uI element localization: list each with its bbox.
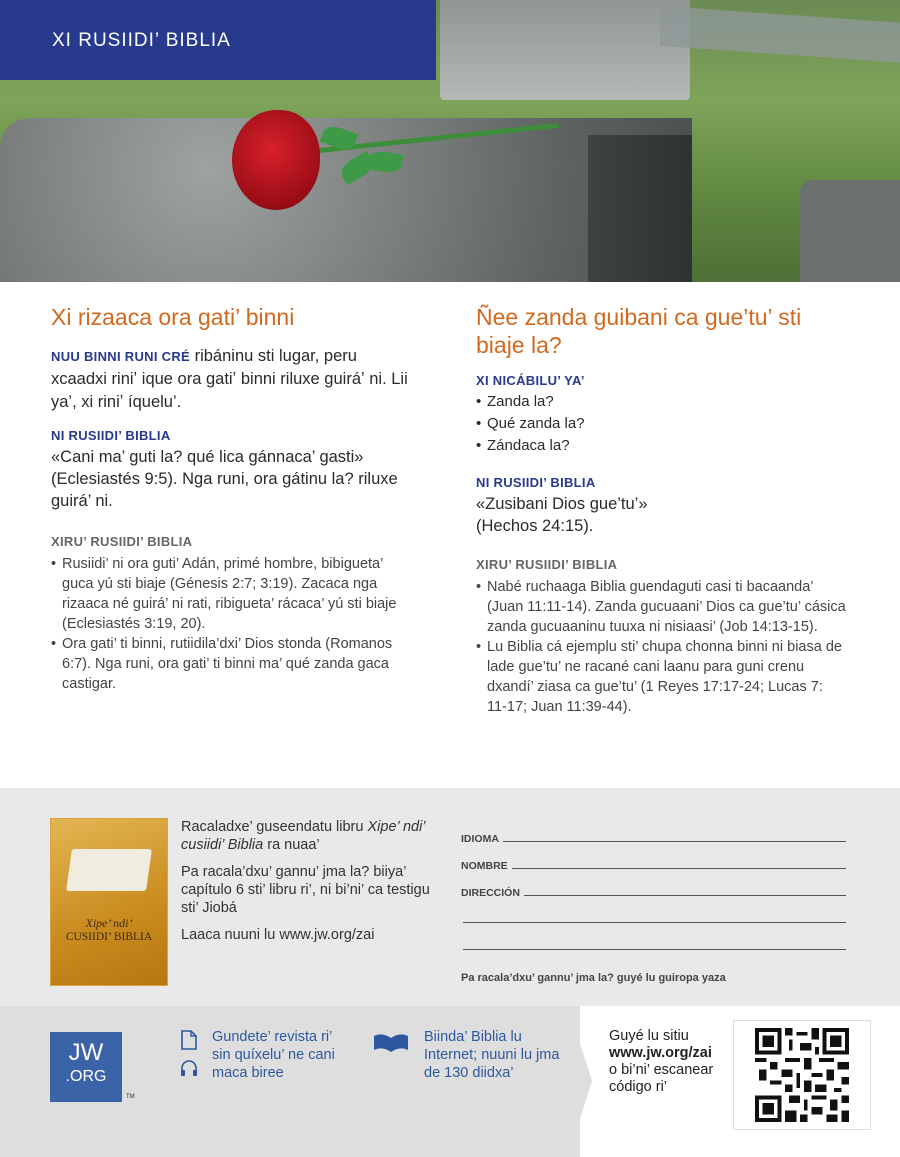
footer (0, 1006, 900, 1157)
page-title: XI RUSIIDI’ BIBLIA (52, 30, 231, 51)
nombre-label: NOMBRE (461, 860, 508, 872)
open-bible-icon (66, 849, 152, 891)
right-heading: Ñee zanda guibani ca gue’tu’ sti biaje la? (476, 304, 802, 358)
nombre-field[interactable] (461, 845, 846, 872)
online-bible-text: Biinda’ Biblia lu Internet; nuuni lu jma de 130 diidxa’ (424, 1029, 560, 1081)
title-bar (0, 0, 436, 80)
left-heading: Xi rizaaca ora gati’ binni (51, 304, 295, 330)
left-lead (51, 345, 411, 414)
left-kicker: NI RUSIIDI’ BIBLIA (51, 428, 171, 443)
direccion-label: DIRECCIÓN (461, 887, 520, 899)
form-fields (461, 818, 846, 953)
list-item: • Zanda la? (476, 391, 846, 413)
site-line-d: código ri’ (609, 1079, 668, 1095)
headphones-icon (179, 1059, 199, 1077)
site-url-text[interactable]: www.jw.org/zai (609, 1045, 712, 1061)
jw-org-logo[interactable] (50, 1032, 122, 1102)
magazine-text: Gundete’ revista ri’ sin quíxelu’ ne cani maca biree (212, 1029, 335, 1081)
list-item: • Qué zanda la? (476, 413, 846, 435)
site-line-c: o bi’ni’ escanear (609, 1062, 714, 1078)
site-line-a: Guyé lu sitiu (609, 1028, 689, 1044)
address-line-3[interactable] (461, 926, 846, 953)
idioma-field[interactable] (461, 818, 846, 845)
headstone-side (588, 135, 692, 282)
right-quote: «Zusibani Dios gue’tu’» (Hechos 24:15). (476, 495, 648, 535)
promo-request-b: ra nuaa’ (263, 837, 320, 853)
rose (232, 110, 320, 210)
address-line-2[interactable] (461, 899, 846, 926)
book-title (51, 917, 167, 944)
book-title-italic: Xipe’ ndi’ (85, 916, 133, 930)
right-teach-kicker: XIRU’ RUSIIDI’ BIBLIA (476, 557, 618, 572)
background-stone (800, 180, 900, 282)
logo-org: .ORG (65, 1068, 107, 1085)
right-column (476, 300, 846, 717)
document-icon (180, 1030, 198, 1050)
website-text (609, 1028, 713, 1096)
promo-chapter: Pa racala’dxu’ gannu’ jma la? biiya’ capítulo 6 sti’ libru ri’, ni bi’ni’ ca testigu sti’ Jiobá (181, 864, 430, 916)
idioma-line[interactable] (503, 841, 846, 842)
blank-line[interactable] (463, 949, 846, 950)
list-item: • Nabé ruchaaga Biblia guendaguti casi ti bacaanda’ (Juan 11:11-14). Zanda gucuaani’ Dios ca gue’tu’ cásica zanda gucuaaninu tuuxa ni nisiaasi’ (Job 14:13-15). (476, 577, 846, 637)
left-quote: «Cani ma’ guti la? qué lica gánnaca’ gasti» (Eclesiastés 9:5). Nga runi, ora gátinu la? riluxe guirá’ ni. (51, 448, 398, 510)
right-teach-list (476, 577, 846, 717)
promo-request-a: Racaladxe’ guseendatu libru (181, 819, 368, 835)
nombre-line[interactable] (512, 868, 846, 869)
list-item: • Rusiidi’ ni ora guti’ Adán, primé hombre, bibigueta’ guca yú sti biaje (Génesis 2:7; 3:19). Zacaca nga rizaaca né guirá’ ni rati, ribigueta’ rácaca’ yú sti biaje (Eclesiastés 3:19, 20). (51, 554, 411, 634)
book-title-main: CUSIIDI’ BIBLIA (65, 931, 153, 943)
open-book-icon (372, 1030, 410, 1054)
left-teach-list (51, 554, 411, 694)
idioma-label: IDIOMA (461, 833, 499, 845)
left-teach-kicker: XIRU’ RUSIIDI’ BIBLIA (51, 534, 193, 549)
lead-text: ribáninu sti lugar, peru xcaadxi riniʼ ique ora gatiʼ binni riluxe guiráʼ ni. Lii ya’, xi riniʼ íquelu’. (51, 347, 408, 411)
logo-jw: JW (68, 1039, 104, 1066)
right-kicker-questions: XI NICÁBILU’ YA’ (476, 373, 585, 388)
list-item: • Zándaca la? (476, 435, 846, 457)
form-note: Pa racala’dxu’ gannu’ jma la? guyé lu guiropa yaza (461, 972, 726, 984)
list-item: • Lu Biblia cá ejemplu sti’ chupa chonna binni ni biasa de lade gue’tu’ ne racané cani laanu para guni crenu dxandí’ ziasa ca gue’tu’ (1 Reyes 17:17-24; Lucas 7: 11-17; Juan 11:39-44). (476, 637, 846, 717)
request-form-area (0, 788, 900, 1006)
background-path (660, 6, 900, 64)
qr-code[interactable] (733, 1020, 871, 1130)
left-column (51, 300, 411, 694)
blank-line[interactable] (463, 922, 846, 923)
promo-website: Laaca nuuni lu www.jw.org/zai (181, 927, 375, 943)
lead-bold: NUU BINNI RUNI CRÉ (51, 349, 191, 364)
book-cover (50, 818, 168, 986)
promo-request-book: Xipe’ ndi’ cusiidi’ Biblia (181, 819, 425, 853)
qr-code-icon (755, 1028, 849, 1122)
list-item: • Ora gati’ ti binni, rutiidila’dxi’ Dios stonda (Romanos 6:7). Nga runi, ora gati’ ti binni ma’ qué zanda gaca castigar. (51, 634, 411, 694)
site-url[interactable] (609, 1045, 713, 1062)
promo-request (181, 818, 436, 854)
trademark: TM (126, 1094, 135, 1100)
right-kicker-bible: NI RUSIIDI’ BIBLIA (476, 475, 596, 490)
question-list (476, 391, 846, 457)
direccion-line[interactable] (524, 895, 846, 896)
promo-text (181, 818, 436, 953)
background-headstone (440, 0, 690, 100)
direccion-field[interactable] (461, 872, 846, 899)
